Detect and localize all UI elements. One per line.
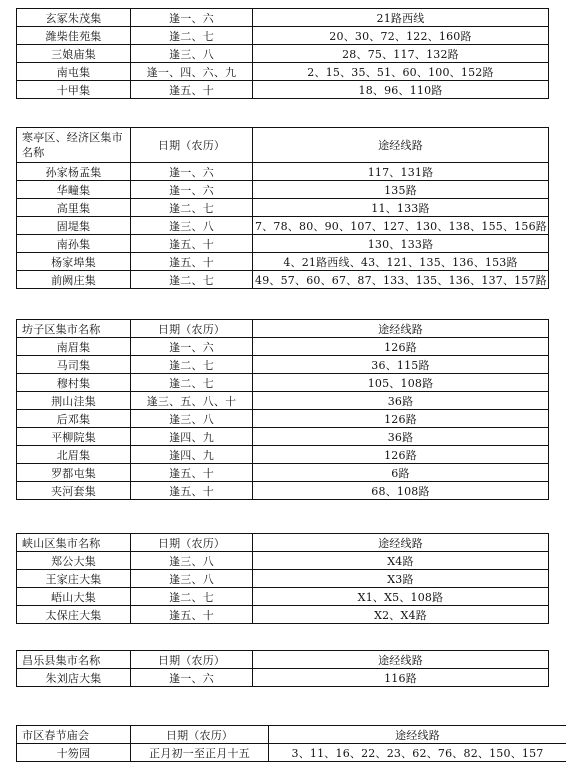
market-date-cell: 逢五、十 <box>131 235 253 253</box>
market-name-cell: 后邓集 <box>17 410 131 428</box>
market-date-cell: 逢三、五、八、十 <box>131 392 253 410</box>
bus-routes-cell: 3、11、16、22、23、62、76、82、150、157 <box>269 744 566 762</box>
header-date: 日期（农历） <box>131 320 253 338</box>
bus-routes-cell: 117、131路 <box>253 163 549 181</box>
table-row <box>17 606 549 624</box>
market-name-cell: 南屯集 <box>17 63 131 81</box>
bus-routes-cell: 21路西线 <box>253 9 549 27</box>
market-date-cell: 逢四、九 <box>131 446 253 464</box>
header-market-name: 昌乐县集市名称 <box>17 651 131 669</box>
market-date-cell: 逢二、七 <box>131 27 253 45</box>
market-date-cell: 逢一、四、六、九 <box>131 63 253 81</box>
market-date-cell: 逢五、十 <box>131 253 253 271</box>
market-table <box>16 533 549 624</box>
table-row <box>17 552 549 570</box>
bus-routes-cell: 20、30、72、122、160路 <box>253 27 549 45</box>
table-header-row <box>17 128 549 163</box>
market-name-cell: 南眉集 <box>17 338 131 356</box>
table-row <box>17 181 549 199</box>
table-row <box>17 744 566 762</box>
bus-routes-cell: X1、X5、108路 <box>253 588 549 606</box>
market-date-cell: 逢二、七 <box>131 588 253 606</box>
market-table <box>16 319 549 500</box>
header-market-name: 峡山区集市名称 <box>17 534 131 552</box>
bus-routes-cell: 126路 <box>253 410 549 428</box>
bus-routes-cell: 28、75、117、132路 <box>253 45 549 63</box>
table-header-row <box>17 320 549 338</box>
table-row <box>17 482 549 500</box>
market-name-cell: 北眉集 <box>17 446 131 464</box>
table-row <box>17 9 549 27</box>
header-date: 日期（农历） <box>131 128 253 163</box>
market-name-cell: 朱刘店大集 <box>17 669 131 687</box>
market-name-cell: 穆村集 <box>17 374 131 392</box>
market-date-cell: 逢一、六 <box>131 669 253 687</box>
bus-routes-cell: X4路 <box>253 552 549 570</box>
table-row <box>17 235 549 253</box>
market-name-cell: 十笏园 <box>17 744 131 762</box>
table-header-row <box>17 534 549 552</box>
table-row <box>17 446 549 464</box>
market-name-cell: 潍柴佳苑集 <box>17 27 131 45</box>
table-row <box>17 428 549 446</box>
table-row <box>17 27 549 45</box>
header-market-name: 市区春节庙会 <box>17 726 131 744</box>
bus-routes-cell: 11、133路 <box>253 199 549 217</box>
bus-routes-cell: X3路 <box>253 570 549 588</box>
market-date-cell: 逢三、八 <box>131 552 253 570</box>
market-date-cell: 逢二、七 <box>131 271 253 289</box>
market-name-cell: 罗都屯集 <box>17 464 131 482</box>
market-date-cell: 逢一、六 <box>131 181 253 199</box>
market-date-cell: 逢五、十 <box>131 482 253 500</box>
bus-routes-cell: 68、108路 <box>253 482 549 500</box>
market-name-cell: 十甲集 <box>17 81 131 99</box>
header-date: 日期（农历） <box>131 651 253 669</box>
market-name-cell: 前阙庄集 <box>17 271 131 289</box>
market-table <box>16 127 549 289</box>
table-row <box>17 271 549 289</box>
header-routes: 途经线路 <box>253 320 549 338</box>
table-row <box>17 410 549 428</box>
table-row <box>17 253 549 271</box>
market-date-cell: 正月初一至正月十五 <box>131 744 269 762</box>
header-routes: 途经线路 <box>253 651 549 669</box>
header-market-name: 寒亭区、经济区集市名称 <box>17 128 131 163</box>
bus-routes-cell: 36、115路 <box>253 356 549 374</box>
market-date-cell: 逢三、八 <box>131 217 253 235</box>
header-routes: 途经线路 <box>269 726 566 744</box>
market-date-cell: 逢三、八 <box>131 410 253 428</box>
table-row <box>17 669 549 687</box>
bus-routes-cell: 116路 <box>253 669 549 687</box>
market-name-cell: 三娘庙集 <box>17 45 131 63</box>
header-market-name: 坊子区集市名称 <box>17 320 131 338</box>
market-name-cell: 峿山大集 <box>17 588 131 606</box>
market-date-cell: 逢五、十 <box>131 81 253 99</box>
header-routes: 途经线路 <box>253 128 549 163</box>
market-date-cell: 逢五、十 <box>131 464 253 482</box>
market-name-cell: 王家庄大集 <box>17 570 131 588</box>
market-date-cell: 逢二、七 <box>131 199 253 217</box>
market-name-cell: 高里集 <box>17 199 131 217</box>
table-row <box>17 588 549 606</box>
table-row <box>17 356 549 374</box>
table-header-row <box>17 651 549 669</box>
table-row <box>17 81 549 99</box>
table-row <box>17 570 549 588</box>
market-name-cell: 荆山洼集 <box>17 392 131 410</box>
market-date-cell: 逢二、七 <box>131 374 253 392</box>
table-row <box>17 45 549 63</box>
market-name-cell: 马司集 <box>17 356 131 374</box>
bus-routes-cell: 36路 <box>253 392 549 410</box>
bus-routes-cell: 18、96、110路 <box>253 81 549 99</box>
bus-routes-cell: 2、15、35、51、60、100、152路 <box>253 63 549 81</box>
bus-routes-cell: 4、21路西线、43、121、135、136、153路 <box>253 253 549 271</box>
table-row <box>17 163 549 181</box>
market-date-cell: 逢一、六 <box>131 338 253 356</box>
market-date-cell: 逢五、十 <box>131 606 253 624</box>
market-name-cell: 固堤集 <box>17 217 131 235</box>
market-date-cell: 逢四、九 <box>131 428 253 446</box>
bus-routes-cell: X2、X4路 <box>253 606 549 624</box>
bus-routes-cell: 7、78、80、90、107、127、130、138、155、156路 <box>253 217 549 235</box>
bus-routes-cell: 36路 <box>253 428 549 446</box>
bus-routes-cell: 6路 <box>253 464 549 482</box>
bus-routes-cell: 130、133路 <box>253 235 549 253</box>
market-name-cell: 杨家埠集 <box>17 253 131 271</box>
market-table <box>16 650 549 687</box>
table-row <box>17 217 549 235</box>
market-name-cell: 孙家杨孟集 <box>17 163 131 181</box>
table-row <box>17 199 549 217</box>
table-row <box>17 338 549 356</box>
market-date-cell: 逢三、八 <box>131 45 253 63</box>
market-table <box>16 8 549 99</box>
header-routes: 途经线路 <box>253 534 549 552</box>
market-name-cell: 南孙集 <box>17 235 131 253</box>
bus-routes-cell: 105、108路 <box>253 374 549 392</box>
market-date-cell: 逢一、六 <box>131 163 253 181</box>
market-name-cell: 郑公大集 <box>17 552 131 570</box>
bus-routes-cell: 126路 <box>253 338 549 356</box>
market-date-cell: 逢三、八 <box>131 570 253 588</box>
header-date: 日期（农历） <box>131 534 253 552</box>
market-name-cell: 华疃集 <box>17 181 131 199</box>
market-name-cell: 夹河套集 <box>17 482 131 500</box>
table-row <box>17 63 549 81</box>
table-header-row <box>17 726 566 744</box>
table-row <box>17 374 549 392</box>
bus-routes-cell: 135路 <box>253 181 549 199</box>
market-name-cell: 平柳院集 <box>17 428 131 446</box>
table-row <box>17 392 549 410</box>
market-name-cell: 玄冢朱茂集 <box>17 9 131 27</box>
market-date-cell: 逢二、七 <box>131 356 253 374</box>
market-table <box>16 725 566 762</box>
bus-routes-cell: 49、57、60、67、87、133、135、136、137、157路 <box>253 271 549 289</box>
bus-routes-cell: 126路 <box>253 446 549 464</box>
market-name-cell: 太保庄大集 <box>17 606 131 624</box>
market-date-cell: 逢一、六 <box>131 9 253 27</box>
header-date: 日期（农历） <box>131 726 269 744</box>
table-row <box>17 464 549 482</box>
